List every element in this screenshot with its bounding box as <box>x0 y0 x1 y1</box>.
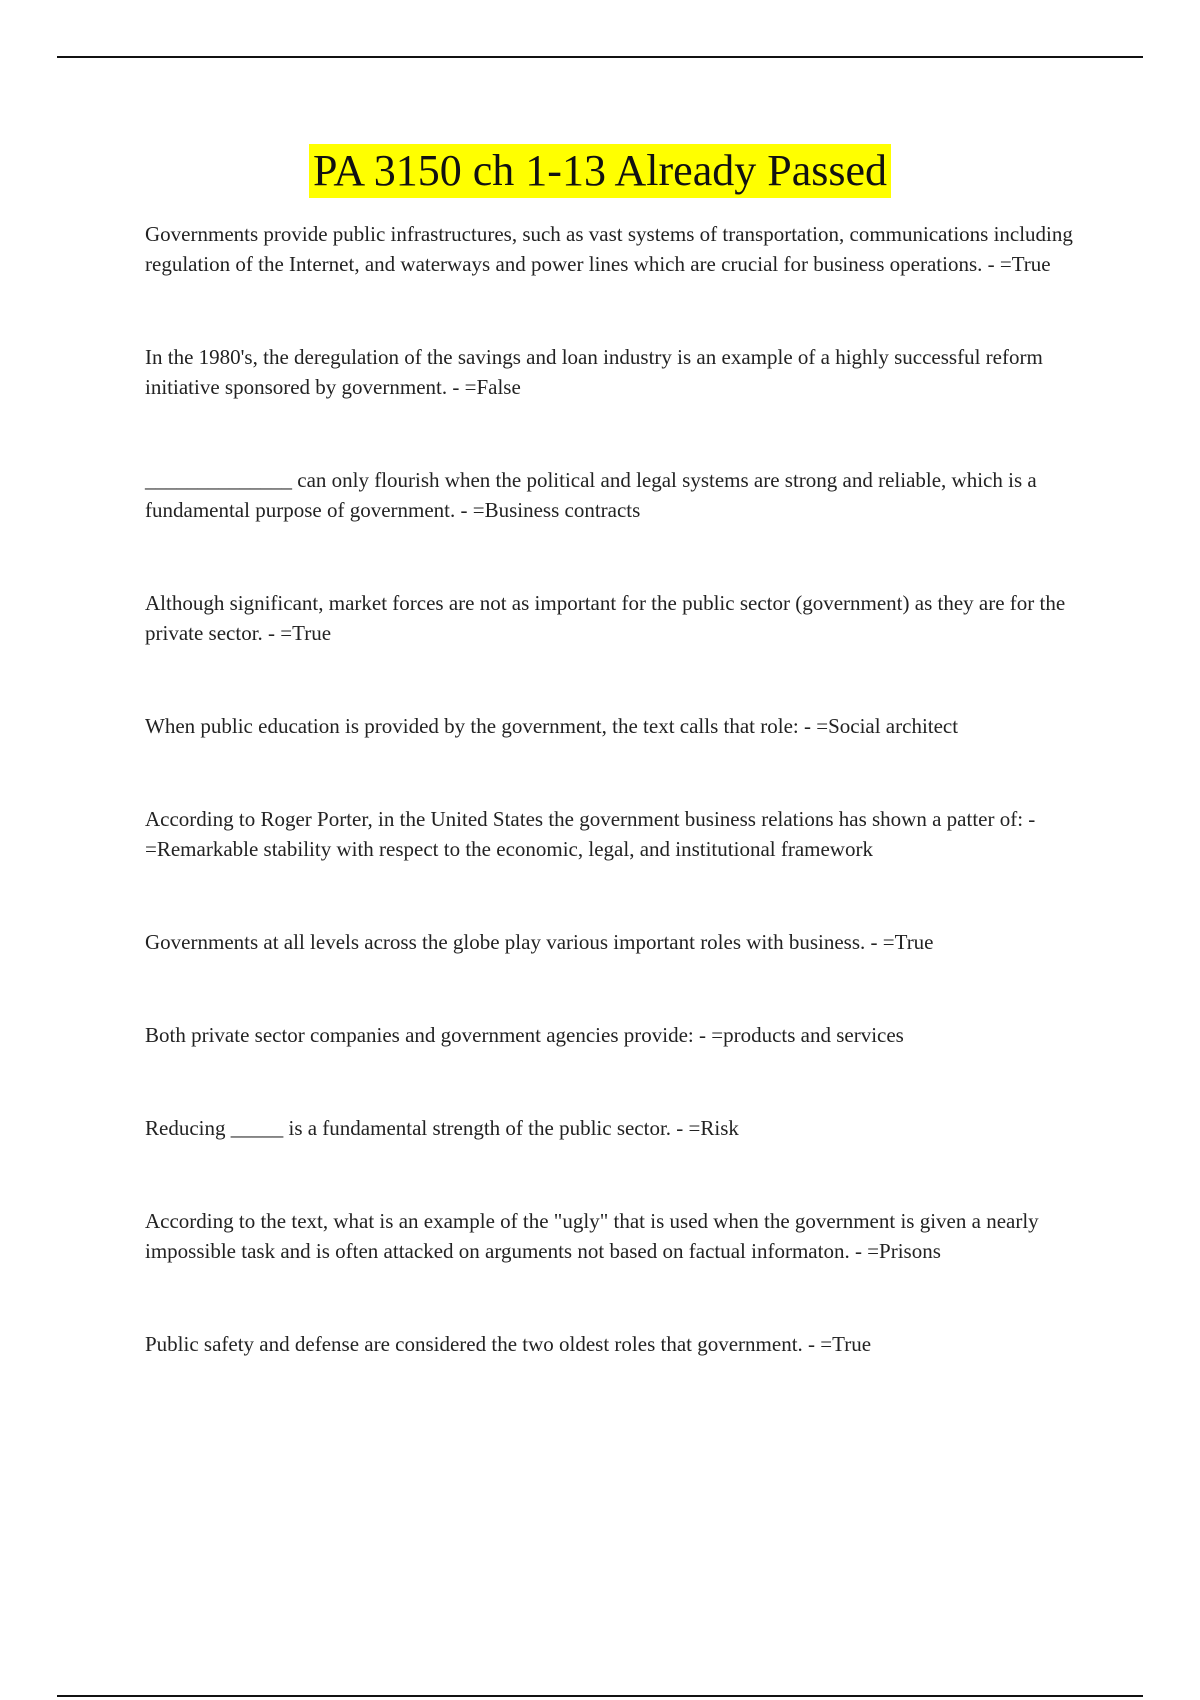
qa-item: Although significant, market forces are not as important for the public sector (government) as they are for the private sector. - =True <box>145 591 1066 645</box>
bottom-rule <box>57 1695 1143 1697</box>
qa-item: Reducing _____ is a fundamental strength of the public sector. - =Risk <box>145 1116 739 1140</box>
page-title: PA 3150 ch 1-13 Already Passed <box>309 144 891 198</box>
qa-item: According to the text, what is an example of the "ugly" that is used when the government is given a nearly impossible task and is often attacked on arguments not based on factual informaton. - =Prisons <box>145 1209 1039 1263</box>
top-rule <box>57 56 1143 58</box>
qa-item: Public safety and defense are considered the two oldest roles that government. - =True <box>145 1332 872 1356</box>
qa-item: When public education is provided by the government, the text calls that role: - =Social architect <box>145 714 959 738</box>
qa-item: Governments provide public infrastructures, such as vast systems of transportation, communications including regulation of the Internet, and waterways and power lines which are crucial for business operations. - =True <box>145 222 1073 276</box>
qa-item: Both private sector companies and government agencies provide: - =products and services <box>145 1023 904 1047</box>
qa-list <box>145 219 1090 1422</box>
qa-item: In the 1980's, the deregulation of the savings and loan industry is an example of a highly successful reform initiative sponsored by government. - =False <box>145 345 1043 399</box>
title-container <box>0 144 1200 198</box>
qa-item: ______________ can only flourish when the political and legal systems are strong and reliable, which is a fundamental purpose of government. - =Business contracts <box>145 468 1037 522</box>
qa-item: Governments at all levels across the globe play various important roles with business. - =True <box>145 930 934 954</box>
qa-item: According to Roger Porter, in the United States the government business relations has shown a patter of: - =Remarkable stability with respect to the economic, legal, and institutional framework <box>145 807 1036 861</box>
